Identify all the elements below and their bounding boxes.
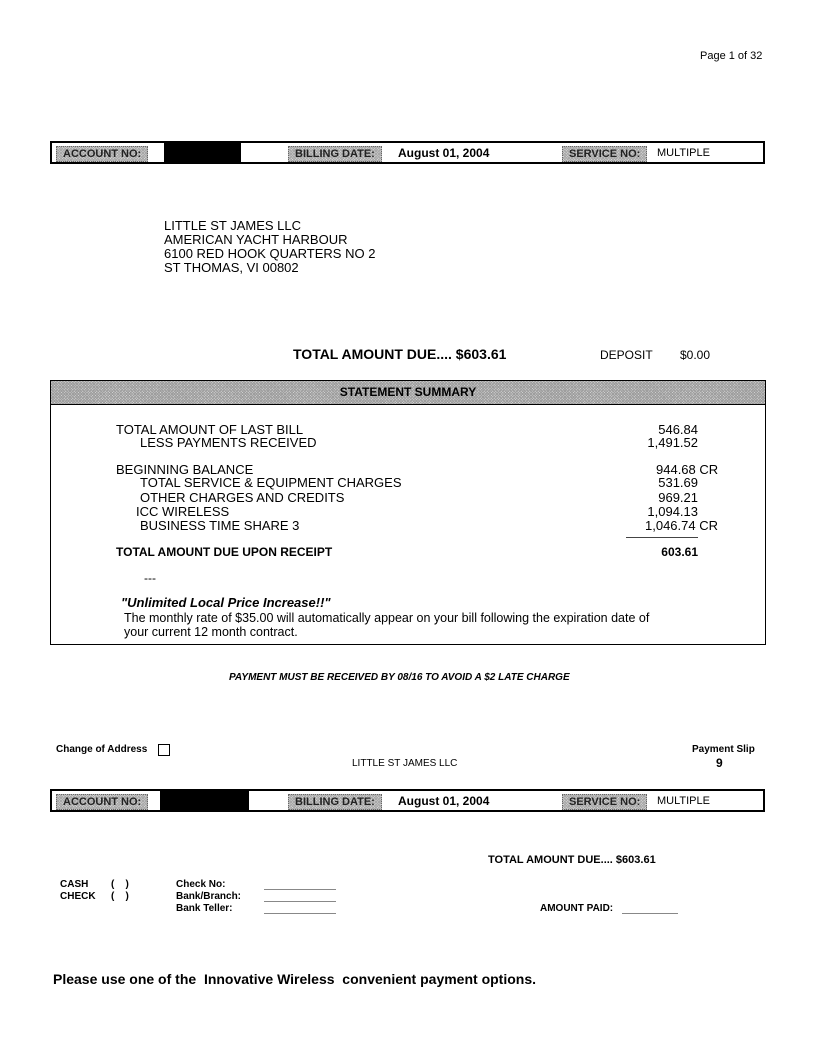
late-charge-notice: PAYMENT MUST BE RECEIVED BY 08/16 TO AVOID A $2 LATE CHARGE bbox=[229, 672, 570, 683]
summary-dashes: --- bbox=[144, 571, 156, 585]
promo-line-2: your current 12 month contract. bbox=[124, 625, 298, 639]
service-no-label: SERVICE NO: bbox=[562, 146, 647, 162]
summary-value-other-charges: 969.21 bbox=[658, 490, 698, 505]
cash-option[interactable]: ( ) bbox=[111, 879, 129, 890]
cash-label: CASH bbox=[60, 879, 89, 890]
summary-label-last-bill: TOTAL AMOUNT OF LAST BILL bbox=[116, 422, 304, 437]
account-no-label: ACCOUNT NO: bbox=[56, 146, 148, 162]
slip-account-no-label: ACCOUNT NO: bbox=[56, 794, 148, 810]
deposit-value: $0.00 bbox=[680, 348, 711, 362]
change-of-address-label: Change of Address bbox=[56, 744, 148, 755]
summary-label-time-share: BUSINESS TIME SHARE 3 bbox=[140, 518, 300, 533]
summary-value-beginning-balance: 944.68 CR bbox=[656, 462, 719, 477]
total-amount-due: TOTAL AMOUNT DUE.... $603.61 bbox=[293, 346, 507, 362]
promo-line-1: The monthly rate of $35.00 will automatically appear on your bill following the expiration date of bbox=[124, 611, 650, 625]
change-of-address-checkbox[interactable] bbox=[158, 744, 170, 756]
mailing-address bbox=[164, 219, 375, 275]
slip-billing-date-value: August 01, 2004 bbox=[398, 794, 490, 808]
address-line-4: ST THOMAS, VI 00802 bbox=[164, 260, 299, 275]
check-label: CHECK bbox=[60, 891, 96, 902]
summary-total-label: TOTAL AMOUNT DUE UPON RECEIPT bbox=[116, 545, 333, 559]
slip-service-no-label: SERVICE NO: bbox=[562, 794, 647, 810]
payment-slip-number: 9 bbox=[716, 756, 723, 770]
deposit-label: DEPOSIT bbox=[600, 348, 653, 362]
bank-branch-field[interactable] bbox=[264, 901, 336, 902]
account-header-bar bbox=[50, 141, 765, 164]
subtotal-rule bbox=[626, 537, 698, 538]
billing-date-value: August 01, 2004 bbox=[398, 146, 490, 160]
slip-header-bar bbox=[50, 789, 765, 812]
promo-title: "Unlimited Local Price Increase!!" bbox=[121, 595, 331, 610]
bank-teller-label: Bank Teller: bbox=[176, 903, 233, 914]
address-line-3: 6100 RED HOOK QUARTERS NO 2 bbox=[164, 246, 376, 261]
check-no-label: Check No: bbox=[176, 879, 226, 890]
summary-label-other-charges: OTHER CHARGES AND CREDITS bbox=[140, 490, 345, 505]
summary-label-icc-wireless: ICC WIRELESS bbox=[136, 504, 230, 519]
slip-billing-date-label: BILLING DATE: bbox=[288, 794, 382, 810]
payment-slip-label: Payment Slip bbox=[692, 744, 755, 755]
statement-summary bbox=[50, 380, 766, 645]
slip-account-no-redacted bbox=[160, 791, 249, 810]
summary-value-service-equipment: 531.69 bbox=[658, 475, 698, 490]
page-number: Page 1 of 32 bbox=[700, 50, 763, 62]
summary-value-last-bill: 546.84 bbox=[658, 422, 698, 437]
service-no-value: MULTIPLE bbox=[657, 147, 710, 159]
check-no-field[interactable] bbox=[264, 889, 336, 890]
address-line-1: LITTLE ST JAMES LLC bbox=[164, 218, 302, 233]
amount-paid-label: AMOUNT PAID: bbox=[540, 903, 614, 914]
summary-total-value: 603.61 bbox=[661, 545, 698, 559]
billing-date-label: BILLING DATE: bbox=[288, 146, 382, 162]
payment-options-footer: Please use one of the Innovative Wireless convenient payment options. bbox=[53, 971, 536, 987]
summary-value-payments: 1,491.52 bbox=[647, 435, 698, 450]
slip-total-amount-due: TOTAL AMOUNT DUE.... $603.61 bbox=[488, 854, 656, 866]
statement-summary-title: STATEMENT SUMMARY bbox=[51, 381, 765, 405]
summary-label-service-equipment: TOTAL SERVICE & EQUIPMENT CHARGES bbox=[140, 475, 402, 490]
summary-label-beginning-balance: BEGINNING BALANCE bbox=[116, 462, 254, 477]
account-no-redacted bbox=[164, 143, 241, 162]
summary-value-icc-wireless: 1,094.13 bbox=[647, 504, 698, 519]
summary-label-payments: LESS PAYMENTS RECEIVED bbox=[140, 435, 317, 450]
slip-service-no-value: MULTIPLE bbox=[657, 795, 710, 807]
slip-customer-name: LITTLE ST JAMES LLC bbox=[352, 758, 458, 769]
address-line-2: AMERICAN YACHT HARBOUR bbox=[164, 232, 348, 247]
amount-paid-field[interactable] bbox=[622, 913, 678, 914]
check-option[interactable]: ( ) bbox=[111, 891, 129, 902]
bank-teller-field[interactable] bbox=[264, 913, 336, 914]
bank-branch-label: Bank/Branch: bbox=[176, 891, 242, 902]
summary-value-time-share: 1,046.74 CR bbox=[645, 518, 718, 533]
